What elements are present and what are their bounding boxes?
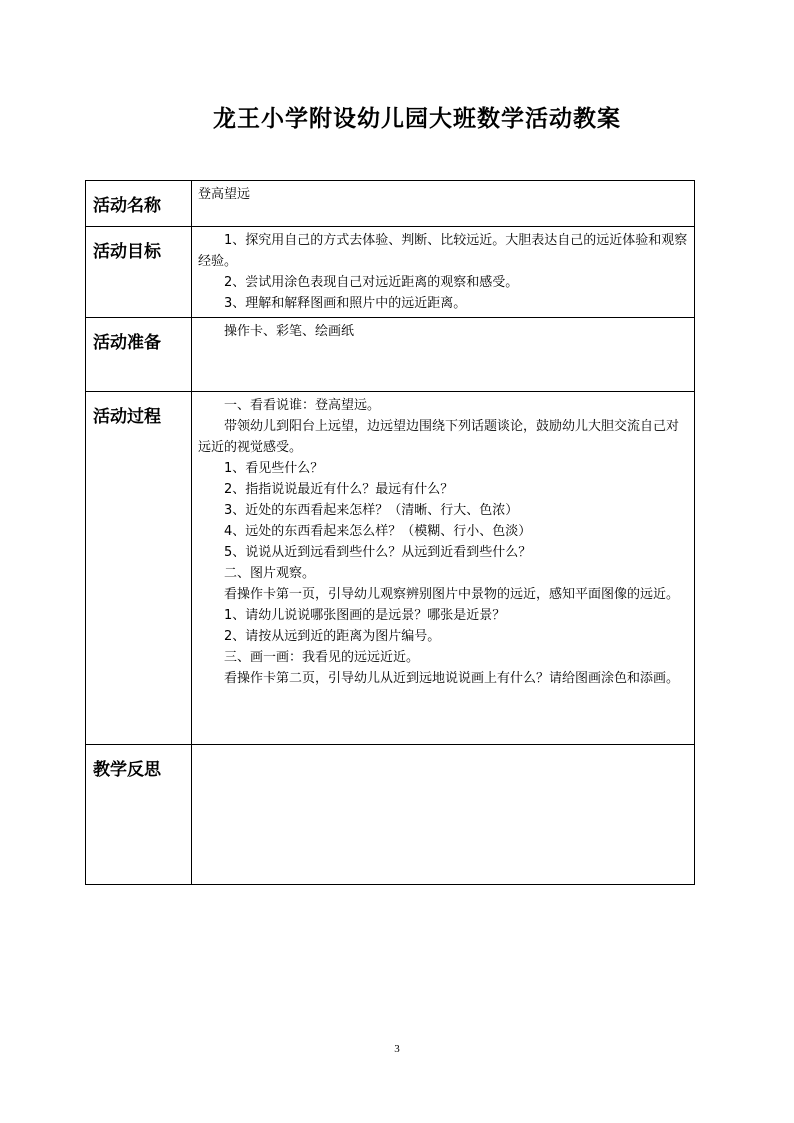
content-line: 1、探究用自己的方式去体验、判断、比较远近。大胆表达自己的远近体验和观察经验。	[198, 233, 688, 269]
row-content-activity-name	[192, 181, 695, 227]
row-label-teaching-reflection: 教学反思	[86, 745, 192, 885]
content-line: 5、说说从近到远看到些什么？从远到近看到些什么？	[224, 545, 532, 560]
content-line: 2、请按从远到近的距离为图片编号。	[224, 629, 441, 644]
content-line: 三、画一画：我看见的远远近近。	[224, 650, 420, 665]
content-line: 2、指指说说最近有什么？最远有什么？	[224, 482, 454, 497]
row-label-activity-process: 活动过程	[86, 392, 192, 745]
content-line: 4、远处的东西看起来怎么样？（模糊、行小、色淡）	[224, 524, 532, 539]
content-line: 2、尝试用涂色表现自己对远近距离的观察和感受。	[224, 275, 519, 290]
row-content-activity-process	[192, 392, 695, 745]
table-row-activity-preparation	[86, 318, 695, 392]
content-line: 操作卡、彩笔、绘画纸	[224, 324, 355, 339]
content-line: 看操作卡第二页，引导幼儿从近到远地说说画上有什么？请给图画涂色和添画。	[224, 671, 680, 686]
table-row-teaching-reflection	[86, 745, 695, 885]
row-content-activity-goals	[192, 227, 695, 318]
content-line: 看操作卡第一页，引导幼儿观察辨别图片中景物的远近，感知平面图像的远近。	[224, 587, 680, 602]
content-line: 一、看看说谁：登高望远。	[224, 398, 381, 413]
row-label-activity-goals: 活动目标	[86, 227, 192, 318]
content-line: 二、图片观察。	[224, 566, 316, 581]
document-title: 龙王小学附设幼儿园大班数学活动教案	[213, 105, 621, 132]
lesson-plan-table	[85, 180, 695, 885]
row-label-activity-preparation: 活动准备	[86, 318, 192, 392]
row-content-teaching-reflection	[192, 745, 695, 885]
content-line: 登高望远	[198, 187, 251, 202]
content-line: 3、理解和解释图画和照片中的远近距离。	[224, 296, 467, 311]
row-content-activity-preparation	[192, 318, 695, 392]
page-number: 3	[394, 1043, 400, 1055]
table-row-activity-process	[86, 392, 695, 745]
table-row-activity-name	[86, 181, 695, 227]
content-line: 3、近处的东西看起来怎样？（清晰、行大、色浓）	[224, 503, 519, 518]
table-row-activity-goals	[86, 227, 695, 318]
content-line: 1、看见些什么？	[224, 461, 324, 476]
content-line: 1、请幼儿说说哪张图画的是远景？哪张是近景？	[224, 608, 506, 623]
content-line: 带领幼儿到阳台上远望，边远望边围绕下列话题谈论，鼓励幼儿大胆交流自己对远近的视觉感受。	[198, 419, 680, 455]
row-label-activity-name: 活动名称	[86, 181, 192, 227]
